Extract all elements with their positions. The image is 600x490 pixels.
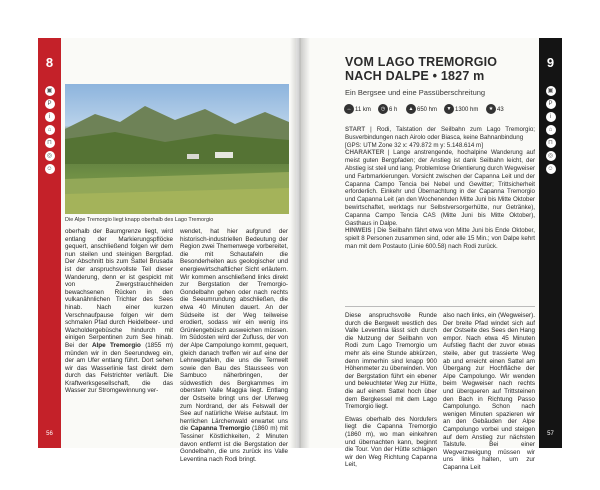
clock-icon: ◷ bbox=[378, 104, 388, 114]
tour-title bbox=[345, 55, 535, 83]
right-text-column-1 bbox=[345, 312, 437, 469]
left-text-column-2 bbox=[180, 228, 288, 463]
right-text-column-2 bbox=[443, 312, 535, 471]
stat-ascent: ▲ 650 hm bbox=[406, 104, 437, 116]
tour-info-box bbox=[345, 126, 535, 251]
open-book bbox=[38, 38, 562, 471]
info-hint: HINWEIS | Die Seilbahn fährt etwa von Mitte Juni bis Ende Oktober, spielt 8 Personen zusammen sind, oder alle 15 Min.; von Dalpe kehrt man mit dem Postauto (Linie 600.58) nach Rodi zurück. bbox=[345, 227, 535, 250]
place-name: Capanna Tremorgio bbox=[190, 425, 250, 433]
descent-icon: ▼ bbox=[444, 104, 454, 114]
body-text: (1855 m) münden wir in den Seerundweg ein, der am Ufer entlang führt. Dort sehen wir das Wasserlinie fast direkt dem durch das Felstrichter verläuft. Die Kraftwerksgesellschaft, die das Wasser zur Stromgewinnung ver- bbox=[65, 341, 174, 395]
info-character: CHARAKTER | Lange anstrengende, hochalpine Wanderung auf meist guten Bergpfaden; der Anstieg ist dank Seilbahn leicht, der Abstieg ist steil und lang. Problemlose Orientierung durch Wegweiser und Farbmarkierungen. Vorsicht zwischen der Capanna Leit und der Capanna Campo Tencia bei Nebel und Gewitter; Trittsicherheit erforderlich. Einkehr und Übernachtung in der Capanna Tremorgio und Capanna Leit (an den Wochenenden Mitte Juni bis Mitte Oktober bewirtschaftet, werktags nur Selbstversorgerhütte, nur Getränke), Capanna Campo Tencia CAS (Mitte Juni bis Mitte Oktober), Gasthaus in Dalpe. bbox=[345, 149, 535, 227]
left-text-column-1 bbox=[65, 228, 173, 395]
child-icon: ☺ bbox=[46, 166, 53, 172]
title-line-2: NACH DALPE • 1827 m bbox=[345, 69, 485, 83]
body-text: Etwas oberhalb des Nordufers liegt die Capanna Tremorgio (1860 m), wo man einkehren und übernachten kann, beginnt die Tour. Von der Hütte schlagen wir den Weg Richtung Capanna Leit, bbox=[345, 415, 437, 469]
cable-car-icon: ⊓ bbox=[45, 138, 55, 148]
cable-car-icon: ⊓ bbox=[546, 138, 556, 148]
right-page bbox=[300, 38, 562, 471]
body-text: oberhalb der Baumgrenze liegt, wird entlang der Markierungspflöcke gequert, anschließend folgen wir dem nun steilen und steinigen Bergpfad. Der Abschnitt bis zum Sattel Brusada ist der anspruchsvollste Teil dieser Wanderung, denn er ist gespickt mit von Zwergstrauchheiden bewachsenen Rücken in den vulkanähnlichen Trichter des Sees hinab. Nach einer kurzen Verschnaufpause folgen wir dem schmalen Pfad durch Heidelbeer- und Wacholdergebüsche hindurch mit einigen Serpentinen zum See hinab. Bei der bbox=[65, 228, 173, 349]
right-icon-column bbox=[539, 86, 562, 177]
parking-icon: P bbox=[45, 99, 55, 109]
photo-caption: Die Alpe Tremorgio liegt knapp oberhalb des Lago Tremorgio bbox=[65, 217, 214, 223]
parking-icon: P bbox=[546, 99, 556, 109]
ascent-icon: ▲ bbox=[406, 104, 416, 114]
info-start: START | Rodi, Talstation der Seilbahn zum Lago Tremorgio; Busverbindungen nach Airolo oder Biasca, keine Bahnanbindung bbox=[345, 126, 535, 141]
place-name: Alpe Tremorgio bbox=[91, 341, 141, 349]
bus-icon: ▣ bbox=[45, 86, 55, 96]
left-page bbox=[38, 38, 296, 463]
photo-illustration bbox=[65, 84, 289, 214]
body-text: also nach links, ein (Wegweiser). Der breite Pfad windet sich auf der Ostseite des Sees den Hang empor. Nach etwa 45 Minuten Aufstieg flacht der zuvor etwas steile, aber gut trassierte Weg ab und erreicht einen Sattel am Übergang zur Hochfläche der Alpe Campolungo. Wir wenden beim Wegweiser nach rechts und überqueren auf Trittsteinen den Bach in Richtung Passo Campolungo. Schon nach wenigen Minuten spazieren wir an den Gebäuden der Alpe Campolungo vorbei und steigen auf dem Anstieg zur nächsten Talstufe. Bei einer Wegverzweigung müssen wir uns links halten, um zur Capanna Leit bbox=[443, 312, 535, 471]
points-icon: ★ bbox=[486, 104, 496, 114]
book-gutter bbox=[290, 38, 310, 448]
stat-time: ◷ 6 h bbox=[378, 104, 397, 116]
stat-distance: ↔ 11 km bbox=[344, 104, 371, 116]
footer-page-number-right: 57 bbox=[547, 431, 554, 437]
tour-number-right: 9 bbox=[546, 55, 555, 70]
tour-subtitle: Ein Bergsee und eine Passüberschreitung bbox=[345, 88, 486, 97]
info-gps: [GPS: UTM Zone 32 x: 479.872 m y: 5.148.614 m] bbox=[345, 141, 483, 149]
footer-page-number-left: 56 bbox=[46, 431, 53, 437]
left-icon-column bbox=[38, 86, 61, 177]
title-line-1: VOM LAGO TREMORGIO bbox=[345, 55, 498, 69]
body-text: Diese anspruchsvolle Runde durch die Bergwelt westlich des Valle Leventina lässt sich durch die Nutzung der Seilbahn von Rodi zum Lago Tremorgio um mehr als eine Stunde abkürzen, denn immerhin sind knapp 900 Höhenmeter zu überwinden. Von der Bergstation führt ein ebener und beleuchteter Weg zur Hütte, die auf einem Sattel hoch über dem Bergkessel mit dem Lago Tremorgio liegt. bbox=[345, 312, 437, 411]
info-icon: i bbox=[546, 112, 556, 122]
stat-descent: ▼ 1300 hm bbox=[444, 104, 478, 116]
viewpoint-icon: ◎ bbox=[45, 151, 55, 161]
tour-number-left: 8 bbox=[45, 55, 54, 70]
bus-icon: ▣ bbox=[546, 86, 556, 96]
hut-icon: ⌂ bbox=[45, 125, 55, 135]
section-divider bbox=[345, 306, 535, 307]
tour-stats bbox=[344, 104, 534, 118]
mountain-lake-photo bbox=[65, 84, 289, 214]
body-text: wendet, hat hier aufgrund der historisch-industriellen Bedeutung der Region zwei Themenwege vorbereitet, die mit Schautafeln die Besonderheiten aus geologischer und energiewirtschaftlicher Sicht erläutern. Wir kommen anschließend links direkt zur Bergstation der Tremorgio-Gondelbahn gehen oder nach rechts die Seeumrundung abschließen, die etwa 40 Minuten dauert. An der Südseite ist der Weg teilweise erodiert, sodass wir ein wenig ins Grünlengebüsch ausweichen müssen. Im Südosten wird der Zufluss, der von der Alpe Campolungo kommt, gequert, gleich danach treffen wir auf eine der Lehrwegtafeln, die uns die Terrwelt sowie den Bau des Staussees von Sambuco näherbringen, der südwestlich des Bergkammes im oberstem Valle Maggia liegt. Entlang der Ostseite bringt uns der Uferweg zum Nordrand, der als Felswall der See auf natürliche Weise aufstaut. Im herrlichen Lärchenwald erwartet uns die bbox=[180, 228, 288, 433]
viewpoint-icon: ◎ bbox=[546, 151, 556, 161]
child-icon: ☺ bbox=[547, 166, 554, 172]
info-icon: i bbox=[45, 112, 55, 122]
hut-icon: ⌂ bbox=[546, 125, 556, 135]
stat-points: ★ 43 bbox=[486, 104, 504, 116]
distance-icon: ↔ bbox=[344, 104, 354, 114]
body-text: (1860 m) mit Tessiner Köstlichkeiten, 2 Minuten davon entfernt ist die Bergstation der Gondelbahn, die uns zurück ins Valle Leventina nach Rodi bringt. bbox=[180, 425, 289, 463]
